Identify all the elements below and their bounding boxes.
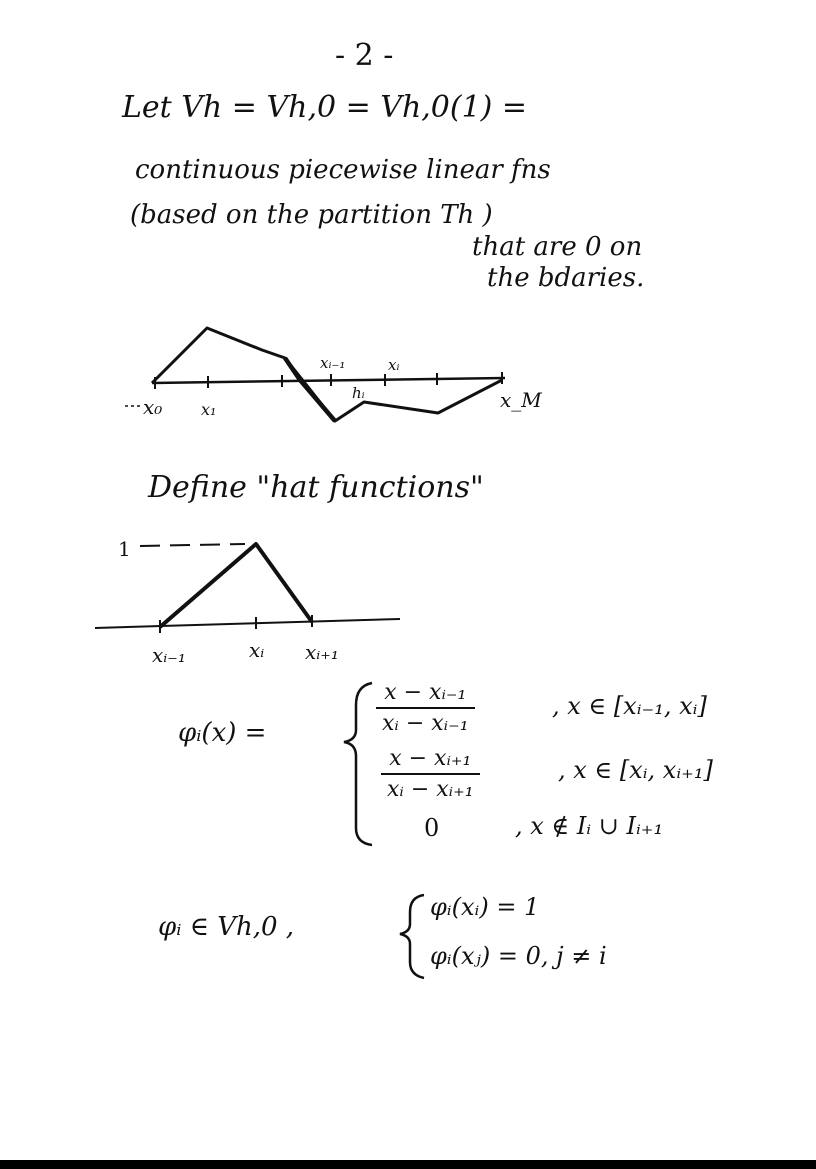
intro-let-line: Let Vh = Vh,0 = Vh,0(1) = (122, 90, 528, 125)
hat-label-xi: xᵢ (249, 638, 265, 662)
label-hi: hᵢ (352, 384, 365, 402)
case2-denominator: xᵢ − xᵢ₊₁ (381, 773, 480, 802)
case3-condition: , x ∉ Iᵢ ∪ Iᵢ₊₁ (515, 812, 664, 840)
intro-line-2: continuous piecewise linear fns (135, 155, 551, 185)
label-xi: xᵢ (388, 356, 400, 374)
case3-value: 0 (424, 814, 440, 842)
scan-edge-bar (0, 1160, 816, 1169)
intro-line-5: the bdaries. (487, 263, 645, 293)
define-line: Define "hat functions" (148, 470, 484, 505)
props-line-1: φᵢ(xᵢ) = 1 (430, 893, 540, 921)
case2-condition: , x ∈ [xᵢ, xᵢ₊₁] (558, 756, 713, 784)
hat-label-xip1: xᵢ₊₁ (305, 640, 339, 664)
intro-line-3: (based on the partition Th ) (130, 200, 493, 230)
intro-line-4: that are 0 on (472, 232, 643, 262)
hat-label-xim1: xᵢ₋₁ (152, 643, 186, 667)
label-xim1: xᵢ₋₁ (320, 354, 346, 372)
phi-lhs: φᵢ(x) = (178, 718, 267, 748)
label-x1: x₁ (201, 400, 217, 419)
label-xM: x_M (500, 388, 542, 412)
page-number: - 2 - (335, 38, 394, 73)
case1-denominator: xᵢ − xᵢ₋₁ (376, 707, 475, 736)
phi-membership: φᵢ ∈ Vh,0 , (158, 912, 295, 942)
hat-one-label: 1 (118, 537, 131, 561)
case1-condition: , x ∈ [xᵢ₋₁, xᵢ] (552, 692, 707, 720)
case2-numerator: x − xᵢ₊₁ (389, 746, 472, 771)
props-line-2: φᵢ(xⱼ) = 0, j ≠ i (430, 942, 607, 970)
case1-numerator: x − xᵢ₋₁ (384, 680, 467, 705)
label-x0: x₀ (143, 395, 163, 419)
